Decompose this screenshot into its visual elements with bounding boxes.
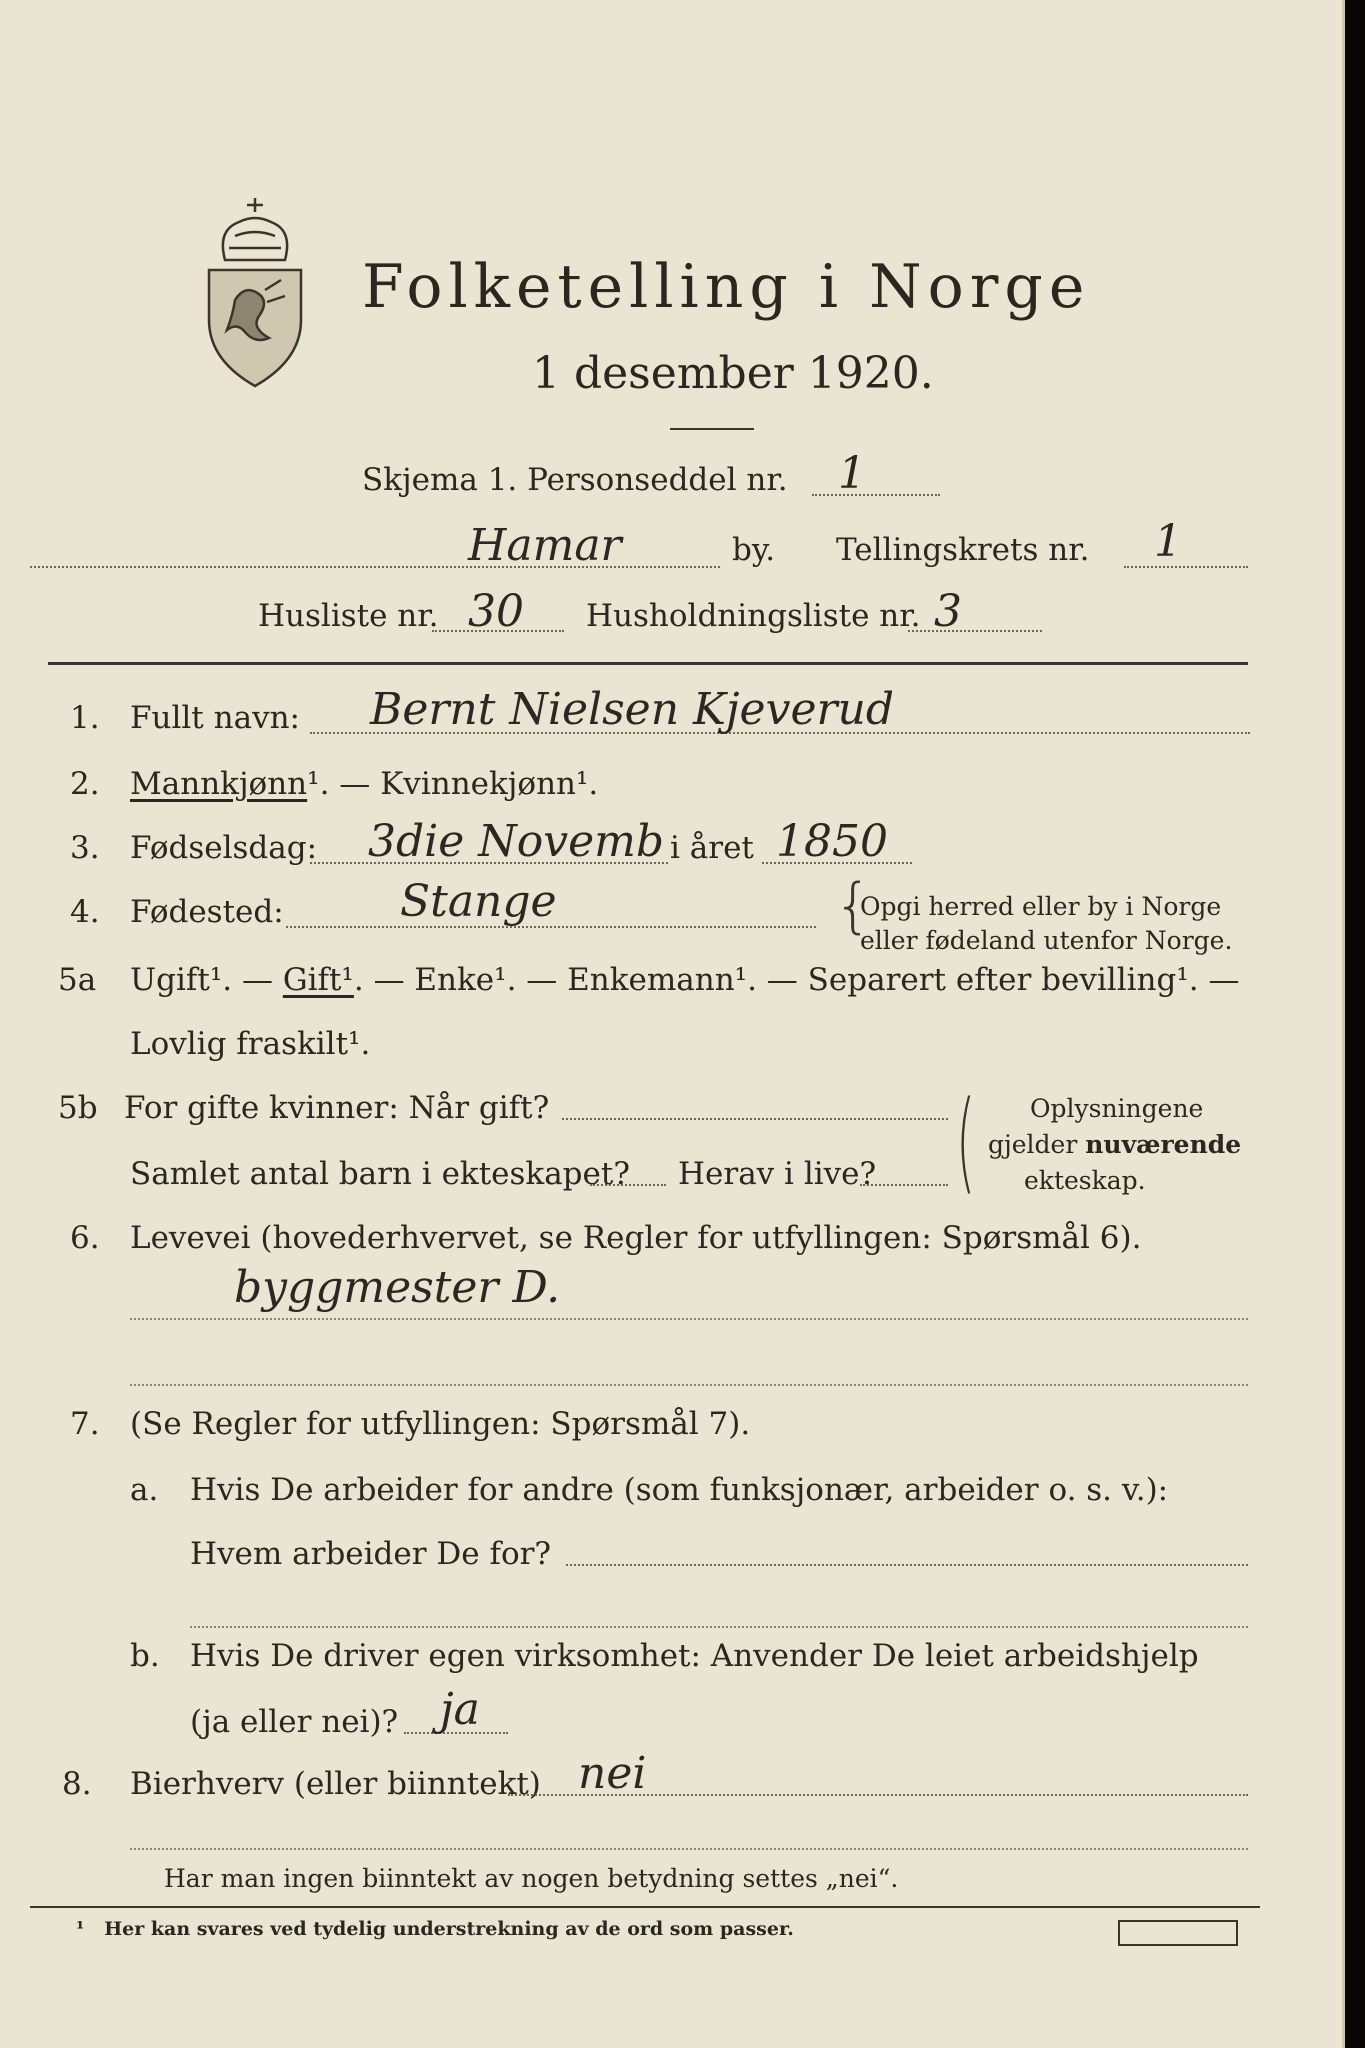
- q5b-note-3: ekteskap.: [1024, 1166, 1146, 1195]
- q4-label: Fødested:: [130, 894, 284, 930]
- town-name: Hamar: [468, 520, 622, 571]
- q4-note-2: eller fødeland utenfor Norge.: [860, 926, 1233, 955]
- q7b-answer: ja: [440, 1684, 480, 1735]
- q3-year-label: i året: [670, 830, 754, 866]
- note-nei: Har man ingen biinntekt av nogen betydning settes „nei“.: [164, 1864, 899, 1893]
- q6-label: Levevei (hovederhvervet, se Regler for utfyllingen: Spørsmål 6).: [130, 1220, 1142, 1256]
- q5b-number: 5b: [58, 1090, 98, 1126]
- q5a-line2: Lovlig fraskilt¹.: [130, 1026, 371, 1062]
- q7a-employer-label: Hvem arbeider De for?: [190, 1536, 552, 1572]
- husliste-number: 30: [468, 586, 524, 637]
- q5a-options: Ugift¹. — Gift¹. — Enke¹. — Enkemann¹. — Separert efter bevilling¹. —: [130, 962, 1240, 998]
- tellingskrets-label: Tellingskrets nr.: [836, 532, 1090, 568]
- q8-number: 8.: [62, 1766, 92, 1802]
- q5a-number: 5a: [58, 962, 97, 998]
- q4-answer: Stange: [400, 876, 557, 927]
- q8-label: Bierhverv (eller biinntekt): [130, 1766, 541, 1802]
- husliste-label: Husliste nr.: [258, 598, 439, 634]
- coat-of-arms-icon: [195, 190, 315, 390]
- q2-label: Mannkjønn¹. — Kvinnekjønn¹.: [130, 766, 599, 802]
- q3-number: 3.: [70, 830, 100, 866]
- q6-answer: byggmester D.: [234, 1262, 561, 1313]
- q1-answer: Bernt Nielsen Kjeverud: [370, 684, 895, 735]
- q1-number: 1.: [70, 700, 100, 736]
- q3-answer-date: 3die Novemb: [368, 816, 665, 867]
- q7a-letter: a.: [130, 1472, 159, 1508]
- schema-label: Skjema 1. Personseddel nr.: [362, 462, 788, 498]
- q4-note-1: Opgi herred eller by i Norge: [860, 892, 1222, 921]
- printer-stamp: [1118, 1920, 1238, 1946]
- husholdningsliste-label: Husholdningsliste nr.: [586, 598, 921, 634]
- q3-answer-year: 1850: [776, 816, 888, 867]
- q1-label: Fullt navn:: [130, 700, 300, 736]
- q2-number: 2.: [70, 766, 100, 802]
- by-label: by.: [732, 532, 776, 568]
- q5b-alive-label: Herav i live?: [678, 1156, 877, 1192]
- q7-number: 7.: [70, 1406, 100, 1442]
- q7b-question: Hvis De driver egen virksomhet: Anvender De leiet arbeidshjelp: [190, 1638, 1199, 1674]
- q7a-question: Hvis De arbeider for andre (som funksjonær, arbeider o. s. v.):: [190, 1472, 1169, 1508]
- q5b-label: For gifte kvinner: Når gift?: [124, 1090, 550, 1126]
- q5b-note-2: gjelder nuværende: [988, 1130, 1242, 1159]
- q8-answer: nei: [578, 1748, 647, 1799]
- personseddel-number: 1: [838, 448, 866, 499]
- form-title: Folketelling i Norge: [362, 252, 1091, 322]
- q4-number: 4.: [70, 894, 100, 930]
- census-form-sheet: Folketelling i Norge 1 desember 1920. Skjema 1. Personseddel nr. 1 Hamar by. Tellingskrets nr. 1 Husliste nr. 30 Husholdningsliste nr. 3 1. Fullt navn: Bernt Nielsen Kjeverud 2. Mannkjønn¹. — Kvinnekjønn¹. 3. Fødselsdag: 3die Novemb i året 1850 4. Fødested: Stange { Opgi herred eller by i Norge eller fødeland utenfor Norge. 5a Ugift¹. — Gift¹. — Enke¹. — Enkemann¹. — Separert efter bevilling¹. — Lovlig fraskilt¹. 5b For gifte kvinner: Når gift? Samlet antal barn i ekteskapet? Herav i live? ( Oplysningene gjelder nuværende ekteskap. 6. Levevei (hovederhvervet, se Regler for utfyllingen: Spørsmål 6). byggmester D. 7. (Se Regler for utfyllingen: Spørsmål 7). a. Hvis De arbeider for andre (som funksjonær, arbeider o. s. v.): Hvem arbeider De for? b. Hvis De driver egen virksomhet: Anvender De leiet arbeidshjelp (ja eller nei)? ja 8. Bierhverv (eller biinntekt) nei Har man ingen biinntekt av nogen betydning settes „nei“. ¹ Her kan svares ved tydelig understrekning av de ord som passer.: [0, 0, 1345, 2048]
- q3-label: Fødselsdag:: [130, 830, 318, 866]
- q6-number: 6.: [70, 1220, 100, 1256]
- form-date: 1 desember 1920.: [532, 348, 934, 399]
- q7b-letter: b.: [130, 1638, 160, 1674]
- q7b-yesno-label: (ja eller nei)?: [190, 1704, 399, 1740]
- tellingskrets-number: 1: [1154, 516, 1182, 567]
- husholdningsliste-number: 3: [934, 586, 962, 637]
- q5b-note-1: Oplysningene: [1030, 1094, 1204, 1123]
- footnote: ¹ Her kan svares ved tydelig understrekning av de ord som passer.: [76, 1918, 794, 1940]
- q5b-children-label: Samlet antal barn i ekteskapet?: [130, 1156, 630, 1192]
- q7-label: (Se Regler for utfyllingen: Spørsmål 7).: [130, 1406, 751, 1442]
